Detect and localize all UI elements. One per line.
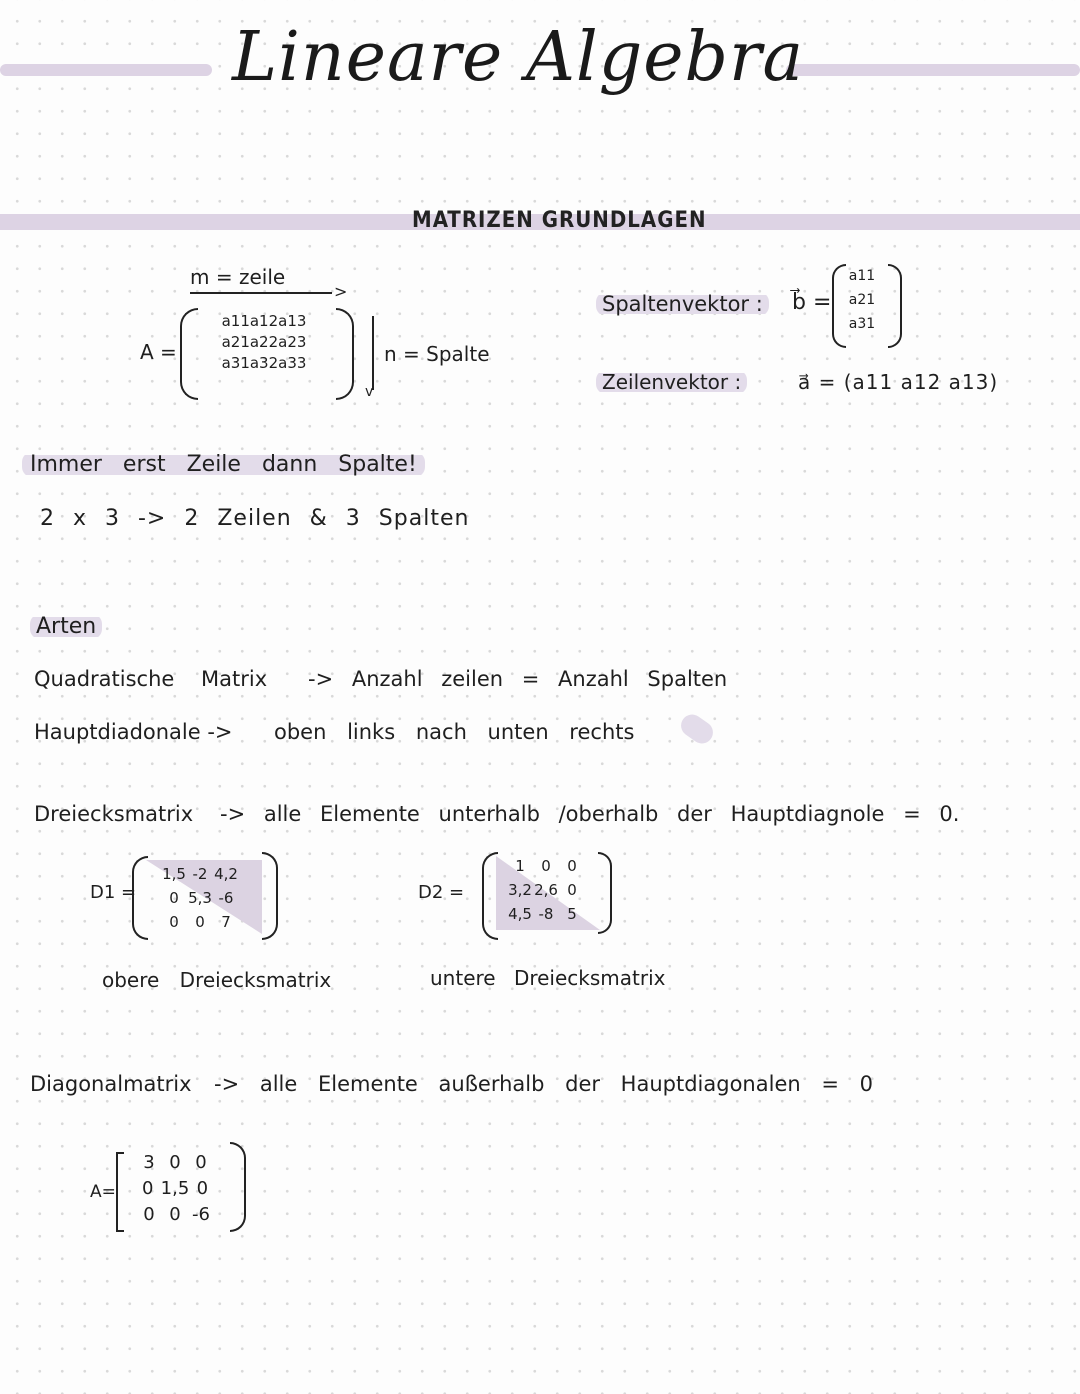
spaltenvektor-entry-3: a31 [848,316,876,332]
D2-row-3: 4,5 -8 5 [508,905,577,923]
rule-text: Immer erst Zeile dann Spalte! [22,452,425,477]
D2-label: D2 = [418,882,465,903]
matrix-A-row-2: a21a22a23 [221,333,307,351]
D1-row-3: 0 0 7 [169,913,231,931]
matrix-A-row-1: a11a12a13 [221,312,307,330]
n-arrow [372,316,374,390]
n-arrowhead: v [365,384,374,400]
matrix-D2 [494,854,598,926]
m-arrow [190,292,332,294]
dreieck-term: Dreiecksmatrix [34,802,194,826]
D1-row-1: 1,5 -2 4,2 [162,865,238,883]
title-bar-left [0,64,212,76]
title-bar-right [786,64,1080,76]
hauptdiagonale-term: Hauptdiadonale -> [34,720,233,744]
D1-row-2: 0 5,3 -6 [169,889,234,907]
spaltenvektor-label: Spaltenvektor : [596,292,769,316]
matrix-A-paren-right [336,308,354,400]
matrix-D1 [142,862,258,934]
spaltenvektor-paren-right [888,264,902,348]
diagonal-term: Diagonalmatrix [30,1072,192,1096]
matrix-A-row-3: a31a32a33 [221,354,307,372]
matrix-A-diag [120,1150,230,1228]
m-label: m = zeile [190,265,286,289]
D2-row-1: 1 0 0 [515,857,577,875]
quadratisch-definition: -> Anzahl zeilen = Anzahl Spalten [308,667,728,691]
matrix-A [194,311,334,374]
zeilenvektor-label: Zeilenvektor : [596,370,747,394]
spaltenvektor-symbol: b⃗ = [792,290,832,315]
m-arrowhead: > [334,282,348,301]
A-diag-row-2: 0 1,5 0 [141,1178,209,1199]
D1-label: D1 = [90,882,137,903]
D1-paren-right [262,852,278,940]
D1-caption: obere Dreiecksmatrix [102,968,332,992]
A-diag-row-3: 0 0 -6 [143,1204,210,1225]
spaltenvektor-entry-1: a11 [848,268,876,284]
A-diag-paren-right [230,1142,246,1232]
A-diag-label: A= [90,1182,116,1202]
arten-heading: Arten [30,614,102,639]
highlighter-mark [677,710,717,748]
n-label: n = Spalte [384,342,490,366]
spaltenvektor-entry-2: a21 [848,292,876,308]
D2-caption: untere Dreiecksmatrix [430,966,666,990]
example-text: 2 x 3 -> 2 Zeilen & 3 Spalten [40,506,470,531]
zeilenvektor-formula: a⃗ = (a11 a12 a13) [798,370,999,394]
section-heading: MATRIZEN GRUNDLAGEN [412,208,707,233]
diagonal-definition: -> alle Elemente außerhalb der Hauptdiagonalen = 0 [214,1072,873,1096]
page-title: Lineare Algebra [232,18,805,97]
hauptdiagonale-definition: oben links nach unten rechts [274,720,635,744]
A-diag-row-1: 3 0 0 [143,1152,207,1173]
D2-row-2: 3,2 2,6 0 [508,881,577,899]
D2-paren-right [598,852,612,934]
quadratisch-term: Quadratische Matrix [34,667,268,691]
A-label: A = [140,340,177,364]
dreieck-definition: -> alle Elemente unterhalb /oberhalb der Hauptdiagnole = 0. [220,802,960,826]
spaltenvektor [836,264,888,336]
